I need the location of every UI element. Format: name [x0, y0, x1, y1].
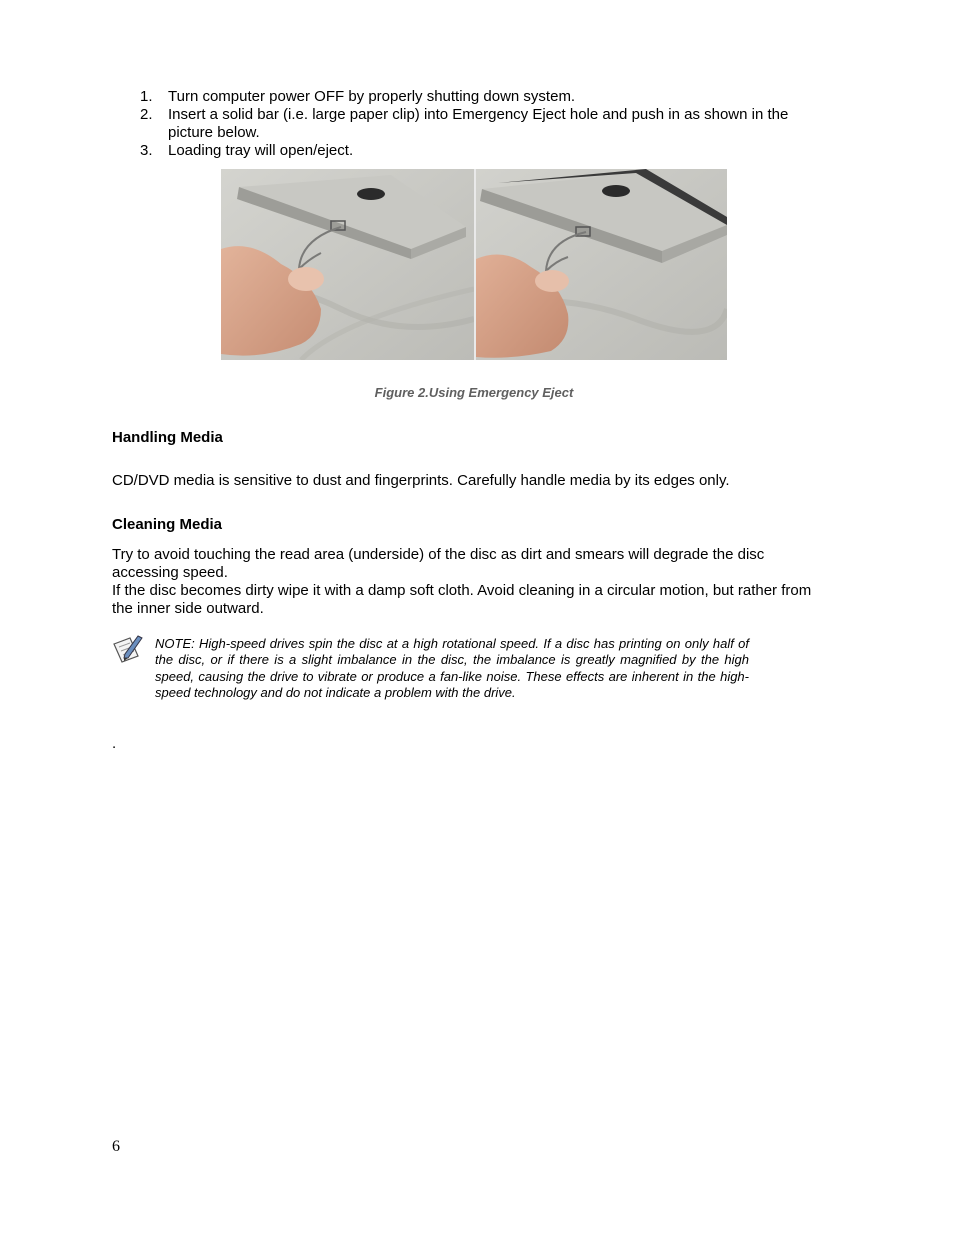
- note-pencil-icon: [112, 634, 144, 664]
- step-number: 2.: [140, 106, 153, 123]
- step-text: Insert a solid bar (i.e. large paper clip) into Emergency Eject hole and push in as shown in the picture below.: [168, 106, 789, 141]
- page-number: 6: [112, 1138, 120, 1155]
- cleaning-media-text-1: Try to avoid touching the read area (underside) of the disc as dirt and smears will degrade the disc accessing speed.: [112, 546, 765, 581]
- list-item: [140, 88, 830, 106]
- step-number: 1.: [140, 88, 153, 105]
- emergency-eject-figure: [221, 169, 727, 360]
- step-number: 3.: [140, 142, 153, 159]
- list-item: [140, 142, 830, 160]
- photo-inserting-clip: [221, 169, 474, 360]
- step-text: Loading tray will open/eject.: [168, 142, 354, 159]
- cleaning-media-heading: Cleaning Media: [112, 516, 223, 533]
- figure-caption: Figure 2.Using Emergency Eject: [374, 385, 574, 400]
- steps-list: [140, 88, 830, 160]
- note-text: NOTE: High-speed drives spin the disc at a high rotational speed. If a disc has printing on only half of the disc, or if there is a slight imbalance in the disc, the imbalance is greatly magnified by the high speed, causing the drive to vibrate or produce a fan-like noise. These effects are inherent in the high-speed technology and do not indicate a problem with the drive.: [155, 636, 749, 700]
- photo-tray-ejected: [474, 169, 727, 360]
- stray-dot: .: [112, 735, 117, 752]
- handling-media-heading: Handling Media: [112, 429, 223, 446]
- step-text: Turn computer power OFF by properly shutting down system.: [168, 88, 576, 105]
- cleaning-media-text-2: If the disc becomes dirty wipe it with a damp soft cloth. Avoid cleaning in a circular motion, but rather from the inner side outward.: [112, 582, 812, 617]
- list-item: [140, 106, 830, 142]
- handling-media-text: CD/DVD media is sensitive to dust and fingerprints. Carefully handle media by its edges only.: [112, 472, 730, 489]
